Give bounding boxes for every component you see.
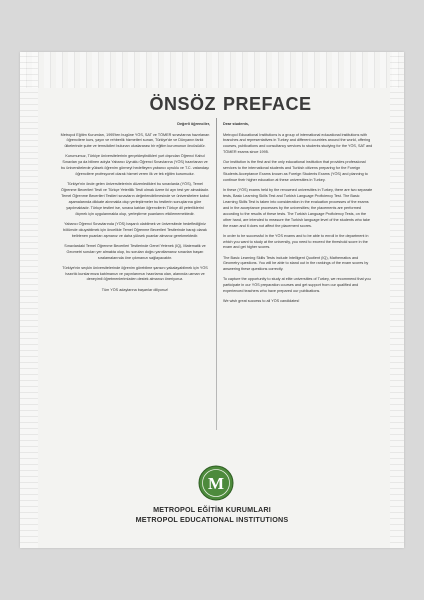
turkish-column bbox=[60, 122, 210, 298]
column-divider bbox=[216, 118, 217, 430]
turkish-paragraph: Kurumumuz, Türkiye üniversitelerinin gerçekleştirdikleri yurt dışından Öğrenci Kabul Sınavları ya da bilinen adıyla Yabancı Uyruklu Öğrenci Sınavlarına (YÖS) hazırlanan ve bu üniversitelerde yüksek öğrenim görmeyi hedefleyen yabancı uyruklu ve T.C. vatandaşı öğrencilere profesyonel olarak hizmet veren ilk ve tek eğitim kurumudur. bbox=[61, 154, 209, 177]
turkish-greeting: Değerli öğrenciler, bbox=[177, 122, 210, 126]
english-closing: We wish great success to all YÖS candidates! bbox=[223, 299, 300, 304]
turkish-paragraph: Metropol Eğitim Kurumları, 1995'ten bugüne YÖS, SAT ve TÖMER sınavlarına hazırlanan öğrencilere kurs, yayın ve rehberlik hizmetleri sunan, Türkiye'de ve Dünyanın farklı ülkelerinde şube ve temsilcileri bulunan uluslararası bir eğitim kurumunun öncüsüdür. bbox=[60, 132, 210, 149]
english-paragraph: Our institution is the first and the only educational institution that provides professional services to the international students and Turkish citizens preparing for the Foreign Students Acceptance Exams known as Foreign Students Exams (YÖS) and planning to continue their higher education at these universities in Turkey. bbox=[223, 160, 368, 183]
english-paragraph: In these (YÖS) exams held by the renowned universities in Turkey, there are two separate tests, Basic Learning Skills Test and Turkish Language Proficiency Test. The Basic Learning Skills Test is taken into consideration in the evaluation processes of the exams and in the acceptance processes by the universities; the placements are performed according to the results of these tests. The Turkish Language Proficiency Tests, on the other hand, are intended to measure the Turkish language level of the students who take the exam and it does not affect the placement scores. bbox=[223, 188, 373, 228]
decorative-stripes-left bbox=[20, 52, 38, 548]
turkish-paragraph: Sınavlardaki Temel Öğrenme Becerileri Testlerinde Genel Yetenek (IQ), Matematik ve Geometri soruları yer almakta olup, bu soruları doğru yanıtlamanız sınavları başarı sıralamalarında öne çıkmanızı sağlayacaktır. bbox=[64, 243, 206, 260]
preface-page bbox=[20, 52, 404, 548]
decorative-stripes-right bbox=[390, 52, 404, 548]
brand-name-english: METROPOL EDUCATIONAL INSTITUTIONS bbox=[135, 515, 289, 524]
turkish-title: ÖNSÖZ bbox=[149, 94, 216, 114]
english-title: PREFACE bbox=[223, 94, 312, 114]
english-paragraph: The Basic Learning Skills Tests include Intelligent Quotient (IQ), Mathematics and Geometry questions. You will be able to stand out in the rankings of the exam scores by answering these questions correctly. bbox=[223, 255, 369, 272]
english-paragraph: Metropol Educational Institutions is a group of international educational institutions with branches and representatives in Turkey and different countries around the world, offering courses, publications and consultancy services to students studying for the YÖS, SAT and TÖMER exams since 1995. bbox=[223, 132, 373, 155]
brand-name-turkish: METROPOL EĞİTİM KURUMLARI bbox=[153, 505, 271, 514]
decorative-stripes-top bbox=[20, 52, 404, 88]
english-greeting: Dear students, bbox=[223, 122, 250, 126]
english-paragraph: To capture the opportunity to study at elite universities of Turkey, we recommend that you participate in our YÖS preparation courses and get support from our qualified and experienced teachers who have prepared our publications. bbox=[223, 277, 371, 294]
turkish-paragraph: Türkiye'nin seçkin üniversitelerinde öğrenim görebilme şansını yakalayabilmek için YÖS hazırlık kurslarımıza katılmanızı ve yayınlarımızı hazırlama olan, alanında uzman ve deneyimli öğretmenlerimizden destek almanızı öneriyoruz. bbox=[62, 265, 208, 282]
metropol-logo-icon bbox=[198, 465, 234, 501]
english-paragraph: In order to be successful in the YÖS exams and to be able to enroll in the department in which you want to study at the university, you need to exceed the threshold score in the exam and get higher scores. bbox=[223, 233, 369, 250]
svg-text:M: M bbox=[207, 474, 225, 493]
turkish-paragraph: Türkiye'nin önde gelen üniversitelerinin düzenledikleri bu sınavlarda (YÖS), Temel Öğrenme Becerileri Testi ve Türkçe Yeterlilik Testi olmak üzere iki ayrı test yer almaktadır. Temel Öğrenme Becerileri Testleri sınavların değerlendirilmesinde ve üniversitelere kabul aşamalarında dikkate alınmakla olup yerleştirmeler bu testlerin sonuçlarına göre yapılmaktadır. Türkçe testleri ise, sınava katılan öğrencilerin Türkçe dil yeterliklerini ölçmek için uygulanmakla olup, yerleştirme puanlarını etkilememektedir. bbox=[61, 182, 209, 216]
turkish-closing: Tüm YÖS adaylarına başarılar diliyoruz! bbox=[101, 287, 169, 292]
turkish-paragraph: Yabancı Öğrenci Sınavlarında (YÖS) başarılı olabilmek ve üniversitede hedeflediğiniz bölümde okuyabilmek için öncelikle Temel Öğrenme Becerileri Testlerinde barajı olarak belirlenen puanları aşmanız ve daha yüksek puanlar almanız gerekmektedir. bbox=[63, 221, 207, 238]
english-column bbox=[223, 122, 373, 309]
